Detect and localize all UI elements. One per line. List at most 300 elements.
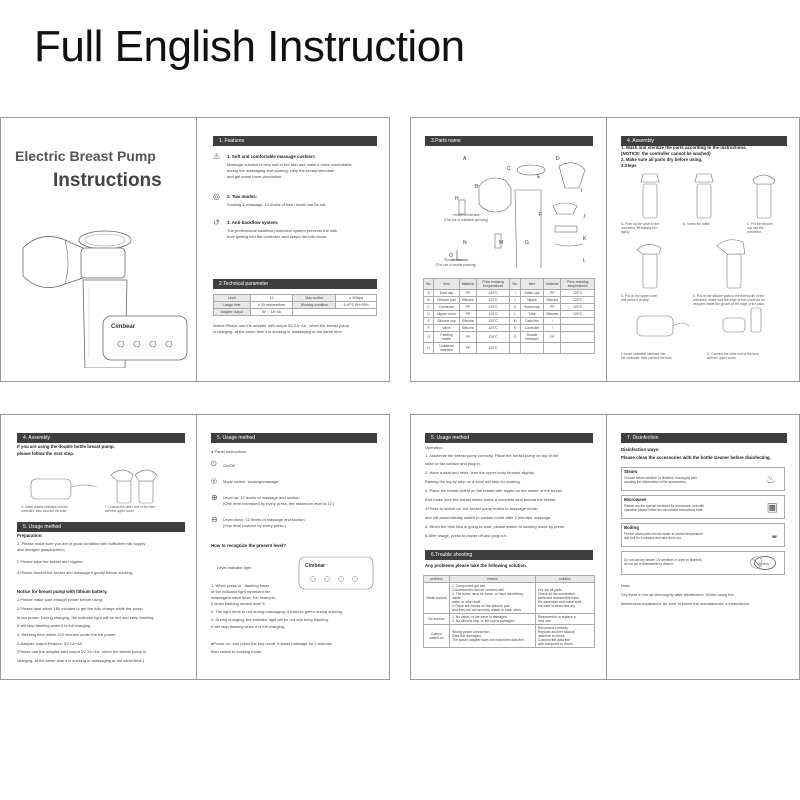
table-cell: PP: [459, 304, 476, 311]
disinfection-heading: 7. Disinfection: [621, 433, 787, 443]
table-cell: Silicone: [544, 311, 561, 318]
table-cell: [561, 332, 595, 343]
reason-line: 1. Component got wet.: [452, 584, 487, 588]
cover-page: [1, 118, 197, 381]
table-cell: [510, 343, 520, 354]
panel-note-7: It will stop flashing when it is full charging.: [211, 624, 286, 629]
feature-3-title: 3. Anti-backflow system:: [227, 220, 279, 225]
assembly2-intro-2: please follow the next step.: [17, 451, 75, 456]
table-cell: Silicone cup: [434, 318, 460, 325]
microwave-line-1: Please use the special container for microwave, use with: [624, 504, 705, 508]
table-cell: /: [544, 325, 561, 332]
part-letter-o: O: [449, 253, 453, 259]
table-cell: [450, 583, 536, 614]
table-cell: A: [424, 290, 434, 297]
solution-line: data line to check.: [538, 634, 566, 638]
controller-illustration: [101, 310, 191, 362]
spread-assembly-usage: [0, 414, 390, 680]
table-cell: PP: [459, 311, 476, 318]
table-row: [424, 311, 595, 318]
step-d-caption-2: and screw it closely.: [621, 298, 650, 302]
table-cell: 120°C: [561, 290, 595, 297]
part-letter-a: A: [463, 156, 467, 162]
step-h-caption-1: H. Insert double interface into the: [21, 505, 68, 509]
table-cell: 120°C: [476, 343, 510, 354]
step-h-caption-2: controller, then connect the tube.: [21, 509, 68, 513]
pot-icon: ◒: [770, 528, 778, 542]
table-cell: PP: [544, 290, 561, 297]
mode-icon: ◎: [211, 478, 218, 485]
table-cell: 120°C: [476, 304, 510, 311]
reason-line: Data line damaged.: [452, 634, 482, 638]
assembly-step-illustrations: [607, 170, 800, 370]
microwave-box: [621, 495, 785, 519]
feature-3-line-2: from getting into the controller, and keeps the milk clean.: [227, 234, 328, 239]
table-cell: 5V ⎓ 1A~4A: [250, 309, 293, 316]
assembly-usage-page: [1, 415, 197, 679]
table-cell: [450, 614, 536, 625]
usage-prep-line-1: 1. Please make sure you are in good condition with sufficient milk supply: [17, 541, 146, 546]
panel-button-3-line-1: Level up: 12 levels of massage and suction.: [223, 495, 301, 500]
boiling-line-2: and boil for 5 minutes and take them out.: [624, 536, 682, 540]
note-line-1: Dry them in the air thoroughly after disinfection. When using the: [621, 592, 734, 597]
controller-panel-illustration: [297, 553, 377, 593]
assembly-intro-3: 2. Make sure all parts dry before using.: [621, 157, 703, 162]
steam-title: Steam: [624, 469, 638, 474]
boiling-line-1: Put the clean parts into the water at normal temperature: [624, 532, 703, 536]
panel-note-3: massage/suction level. For example,: [211, 595, 276, 600]
feature-1-line-1: Massage cushion is very soft to the skin and make it more comfortable: [227, 162, 352, 167]
steam-line-2: avoiding the deformation of the accessories.: [624, 480, 687, 484]
column-header: reason: [450, 576, 536, 583]
plus-icon: ⊕: [211, 493, 218, 502]
part-letter-e: E: [537, 174, 541, 180]
table-cell: Feeding bottle: [434, 332, 460, 343]
reason-line: 2.Accessories did not connect well.: [452, 588, 505, 592]
step-e-caption-1: E. Put on the silicone pads to the flared joint of the: [693, 294, 765, 298]
tech-table: [213, 294, 377, 316]
step-f-caption-2: the controller, then connect the tube.: [621, 356, 673, 360]
table-cell: Max suction: [293, 295, 336, 302]
table-cell: PP: [459, 343, 476, 354]
part-letter-d: D: [556, 156, 560, 162]
table-row: [424, 304, 595, 311]
microwave-line-2: operation please follow the microwave instructions book.: [624, 508, 704, 512]
feature-3-line-1: The professional backflow protection system prevents the milk: [227, 228, 338, 233]
column-header: No.: [424, 279, 434, 290]
reason-line: Wrong power connection.: [452, 630, 491, 634]
battery-line-2: 2.Please take about 150 minutes to get the fully charge while the pump: [17, 606, 143, 611]
part-letter-h: H: [455, 196, 459, 202]
part-letter-i: I: [581, 188, 583, 194]
power-icon: ⏻: [211, 461, 217, 468]
operation-title: Operation: [425, 445, 443, 450]
solution-line: Re-assemble and make sure: [538, 600, 582, 604]
boiling-box: [621, 523, 785, 547]
table-row: [214, 295, 377, 302]
microwave-title: Microwave: [624, 497, 647, 502]
table-cell: G: [424, 332, 434, 343]
table-row: [424, 332, 595, 343]
step-f-caption-1: F. Insert unilateral interface into: [621, 352, 666, 356]
assembly-intro-1: 1. Wash and sterilize the parts according to the instructions.: [621, 145, 747, 150]
table-cell: L: [510, 311, 520, 318]
table-cell: J: [510, 297, 520, 304]
step-b-caption: B. Screw the bottle.: [683, 222, 711, 226]
trouble-table: [423, 575, 595, 648]
double-caption-2: (The use of double pumping): [435, 263, 477, 267]
prohibited-line-2: do not put in dishwasher to clean it.: [624, 562, 674, 566]
reason-line: 3. The tubes must be loose, or have something inside,: [452, 592, 523, 600]
operation-line-3: 2. Have a seat and relax, lean the upper body forward slightly.: [425, 470, 535, 475]
battery-line-6: 4.Adapter output:Require: 5V 1A~4A: [17, 641, 83, 646]
table-row: [424, 625, 595, 648]
solution-line: Dry out all parts.: [538, 588, 563, 592]
table-cell: Level: [214, 295, 251, 302]
backflow-icon: ↺: [213, 218, 220, 227]
part-letter-f: F: [539, 212, 543, 218]
table-cell: Tube: [520, 311, 544, 318]
usage-prep-title: Preparation:: [17, 533, 43, 538]
table-row: [424, 297, 595, 304]
battery-line-1: 1.Please make sure enough power before using.: [17, 597, 104, 602]
solution-line: Reassemble or replace a: [538, 615, 576, 619]
table-cell: 120°C: [476, 332, 510, 343]
assembly2-intro-1: If you are using the double bottle breast pump,: [17, 444, 115, 449]
reason-line: 2. No silicone cup, or the cup is damaged.: [452, 619, 516, 623]
panel-button-3-line-2: (One level increased by every press, the maximum level is 12.): [223, 501, 335, 506]
table-row: [424, 614, 595, 625]
table-cell: Silicone: [459, 318, 476, 325]
step-e-caption-2: connector, make sure the edge of the connector be: [693, 298, 765, 302]
unilateral-caption-2: (The use of unilateral pumping): [443, 218, 489, 222]
part-letter-n: N: [463, 240, 467, 246]
unilateral-caption-1: *unilateral Interface: [452, 213, 480, 217]
cover-title-line1: Electric Breast Pump: [15, 148, 156, 164]
panel-title: ● Panel instructions: [211, 449, 247, 454]
reason-line: water or other stuff.: [452, 600, 482, 604]
operation-line-9: 5. When the milk flow is going to start, please switch to sucking mode by press: [425, 524, 564, 529]
usage-prep-line-2: and dredged galactophore;: [17, 547, 65, 552]
tech-notice-line-2: is charging, at the same time it is sucking or massaging at the same time.: [213, 329, 343, 334]
panel-brand: Cimbear: [305, 563, 326, 569]
others-label: Others: [757, 561, 770, 566]
note-line-2: disinfection equipment, be sure to follow the manufacturer' s instructions.: [621, 601, 750, 606]
table-cell: Silicone pad: [434, 297, 460, 304]
trouble-heading: 6.Trouble shooting: [425, 550, 593, 560]
table-cell: [561, 325, 595, 332]
table-cell: I: [510, 290, 520, 297]
table-cell: Nipple: [520, 297, 544, 304]
table-cell: Connector: [434, 304, 460, 311]
step-d-caption-1: D. Put on the upper cover: [621, 294, 658, 298]
table-cell: PP: [459, 290, 476, 297]
table-cell: [536, 583, 595, 614]
step-g-caption-1: G. Connect the other end of the tube: [707, 352, 759, 356]
note-title: Note:: [621, 583, 631, 588]
table-cell: [544, 343, 561, 354]
column-header: No.: [510, 279, 520, 290]
table-row: [424, 318, 595, 325]
boiling-title: Boiling: [624, 525, 639, 530]
assembly2-heading: 4. Assembly: [17, 433, 185, 443]
spread-cover-features: [0, 117, 390, 382]
table-cell: 120°C: [476, 290, 510, 297]
operation-line-7: 4.Press to switch on, the breast pump enters to massage mode,: [425, 506, 539, 511]
table-cell: 120°C: [561, 311, 595, 318]
panel-page: [197, 415, 391, 679]
step-a-caption-3: tightly.: [621, 230, 630, 234]
table-cell: H: [424, 343, 434, 354]
operation-line-4: Raising the leg by step on a stool will help for sucking.: [425, 479, 521, 484]
table-cell: Silicone: [459, 297, 476, 304]
prohibited-line-1: Do not use dry heater, UV sterilizer or dryer to disinfect,: [624, 558, 703, 562]
panel-note-8: ●Power on, and press the key on/off, it starts massage for 2 minutes: [211, 641, 332, 646]
prohibited-box: [621, 551, 785, 575]
step-c-caption-2: cup into the: [747, 226, 764, 230]
table-row: [214, 309, 377, 316]
microwave-icon: ▣: [766, 500, 778, 514]
table-cell: K: [510, 304, 520, 311]
parts-table: [423, 278, 595, 354]
table-cell: ≥ 300kpa: [336, 295, 377, 302]
minus-icon: ⊖: [211, 515, 218, 524]
reason-line: and they are not securely attach to each other.: [452, 608, 522, 612]
table-cell: Silicone: [459, 325, 476, 332]
column-header: Price-resisting temperatures: [476, 279, 510, 290]
operation-line-5: 3. Place the breast shield on the breast with nipple on the center of the funnel.: [425, 488, 564, 493]
step-g-caption-2: with the upper cover.: [707, 356, 737, 360]
table-cell: Adapter output: [214, 309, 251, 316]
table-cell: Silicone: [544, 297, 561, 304]
column-header: problem: [424, 576, 450, 583]
cover-brand: Cimbear: [111, 324, 136, 330]
table-cell: N: [510, 325, 520, 332]
table-cell: [561, 318, 595, 325]
feature-2-title: 2. Two modes:: [227, 194, 258, 199]
battery-line-7: (Please use the adapter with output 5V 2A~4A , when the breast pump is: [17, 649, 146, 654]
usage-prep-line-4: 3.Please foment the breast and massage it gently before sucking.: [17, 570, 134, 575]
table-cell: ≤ 30 minutes/time: [250, 302, 293, 309]
part-letter-m: M: [499, 240, 504, 246]
usage2-heading: 5. Usage method: [211, 433, 377, 443]
table-cell: Usage time: [214, 302, 251, 309]
table-row: [424, 325, 595, 332]
part-letter-k: K: [583, 236, 587, 242]
column-header: Price-resisting temperatures: [561, 279, 595, 290]
table-cell: /: [544, 318, 561, 325]
operation-line-2: table or flat surface and plug in.: [425, 461, 481, 466]
part-letter-j: J: [583, 214, 586, 220]
feature-2-line-1: Sucking & massage. 12 levels of each mode can be set.: [227, 202, 327, 207]
table-cell: PP: [544, 304, 561, 311]
indicator-label: Level indicator light: [217, 565, 252, 570]
step-i-caption-2: with the upper cover.: [105, 509, 135, 513]
part-letter-g: G: [525, 240, 529, 246]
table-cell: Data line: [520, 318, 544, 325]
table-cell: M: [510, 318, 520, 325]
table-cell: 120°C: [476, 325, 510, 332]
disinfection-clean: Please clean the accessories with the bottle cleaner before disinfecting.: [621, 455, 771, 460]
page-title: Full English Instruction: [34, 22, 465, 71]
operation-page: [411, 415, 607, 679]
table-cell: 120°C: [476, 297, 510, 304]
step-a-caption-1: A. Push up the valve to the: [621, 222, 660, 226]
others-badge: [754, 556, 776, 570]
cover-title-line2: Instructions: [53, 170, 162, 191]
battery-line-5: 3. Working time within 120 minutes under the full power.: [17, 632, 117, 637]
table-cell: [536, 614, 595, 625]
solution-line: new one.: [538, 619, 552, 623]
usage3-heading: 5. Usage method: [425, 433, 593, 443]
part-letter-b: B: [475, 184, 479, 190]
solution-line: Reconnect correctly.: [538, 626, 569, 630]
panel-note-2: of the indicator light represent the: [211, 589, 271, 594]
table-cell: Cannot switch on: [424, 625, 450, 648]
assembly-heading: 4. Assembly: [621, 136, 787, 146]
feature-1-line-3: and get some more production.: [227, 174, 283, 179]
steam-line-1: Choose steam sterilizer to disinfect, thoroughly safe,: [624, 476, 698, 480]
features-page: [197, 118, 391, 381]
table-cell: 120°C: [476, 318, 510, 325]
operation-line-1: 1. Assemble the breast pump correctly. Place the breast pump on top of the: [425, 453, 559, 458]
step-i-caption-1: I. Connect the other end of the tube: [105, 505, 156, 509]
column-header: Item: [520, 279, 544, 290]
table-cell: Bottle cap: [520, 290, 544, 297]
table-row: [424, 583, 595, 614]
disinfection-page: [607, 415, 800, 679]
parts-page: [411, 118, 607, 381]
step-e-caption-3: wrapped inside the groove at the edge of the pads.: [693, 302, 765, 306]
table-cell: Weak suction: [424, 583, 450, 614]
assembly-intro-4: 3.Steps: [621, 163, 637, 168]
table-cell: PP: [544, 332, 561, 343]
table-cell: [520, 343, 544, 354]
solution-line: Check all the connection: [538, 592, 575, 596]
battery-title: Notice for breast pump with lithium battery.: [17, 589, 108, 594]
modes-icon: ◎: [213, 192, 220, 201]
battery-line-3: is low power. During charging, the indicator light will be red and keep flashing.: [17, 615, 155, 620]
feature-1-title: 1. Soft and comfortable massage cushion:: [227, 154, 316, 159]
solution-line: Replace another backup: [538, 630, 575, 634]
column-header: Material: [459, 279, 476, 290]
tech-heading: 2.Technical parameter: [213, 279, 377, 289]
double-caption-1: *Double interface: [443, 258, 469, 262]
panel-button-2: Mode switch: sucking/massage: [223, 479, 279, 484]
panel-button-4-line-1: Level down: 12 levels of massage and suction.: [223, 517, 306, 522]
table-cell: F: [424, 325, 434, 332]
step-a-caption-2: connector, lift making it fit: [621, 226, 657, 230]
disinfection-ways: Disinfection ways:: [621, 447, 660, 452]
panel-button-4-line-2: (One level lowered by every press.): [223, 523, 286, 528]
table-cell: [450, 625, 536, 648]
table-cell: 120°C: [476, 311, 510, 318]
reason-line: 1. No valve, or the valve is damaged.: [452, 615, 508, 619]
battery-line-4: It will stop flashing when it is full charging.: [17, 623, 92, 628]
table-header-row: [424, 576, 595, 583]
operation-line-10: 6.After usage, press to power off and plug out.: [425, 533, 507, 538]
trouble-intro: Any problems please take the following solution.: [425, 563, 527, 568]
panel-note-1: 1. When press or , flashing times: [211, 583, 270, 588]
assembly-intro-2: (NOTICE: the controller cannot be washed): [621, 151, 711, 156]
usage-heading: 5. Usage method: [17, 522, 185, 532]
table-cell: [293, 309, 377, 316]
table-cell: Controller: [520, 325, 544, 332]
panel-button-1: On/Off: [223, 463, 235, 468]
operation-line-6: And make sure the breast shield forms a complete seal around the breast.: [425, 497, 557, 502]
table-cell: Double interface: [520, 332, 544, 343]
steam-icon: ♨: [765, 472, 776, 486]
table-cell: E: [424, 318, 434, 325]
usage-prep-line-3: 2.Please wipe the breast and nipples;: [17, 559, 84, 564]
table-cell: Working condition: [293, 302, 336, 309]
table-cell: 120°C: [561, 304, 595, 311]
table-row: [424, 290, 595, 297]
table-cell: PP: [459, 332, 476, 343]
cushion-icon: ⚠: [213, 152, 221, 161]
steam-box: [621, 467, 785, 491]
table-cell: Dust cap: [434, 290, 460, 297]
table-cell: 5-40°C RH<90%: [336, 302, 377, 309]
step-c-caption-3: connector.: [747, 230, 762, 234]
tech-notice-line-1: Notice:Please use the adapter with output 5V 2A~4A , when the breast pump: [213, 323, 349, 328]
table-cell: Screw cap: [520, 304, 544, 311]
table-cell: Nipple cover: [434, 311, 460, 318]
panel-note-5: 2. The light turns to red during massaging. It turns to green during sucking.: [211, 609, 343, 614]
reason-line: The power adapter does not match the data line.: [452, 638, 525, 642]
solution-line: parts and reassemble them.: [538, 596, 581, 600]
solution-line: the tube is clean and dry.: [538, 604, 576, 608]
feature-1-line-2: during the massaging and sucking. Help the breast stimulate: [227, 168, 335, 173]
reason-line: 4.There are cracks on the silicone pad: [452, 604, 510, 608]
table-cell: No suction: [424, 614, 450, 625]
part-letter-l: L: [583, 258, 586, 264]
table-cell: O: [510, 332, 520, 343]
assembly-page: [607, 118, 800, 381]
table-cell: [561, 343, 595, 354]
panel-note-4: 5 times flashing means level 5.: [211, 601, 266, 606]
column-header: Material: [544, 279, 561, 290]
column-header: Item: [434, 279, 460, 290]
table-cell: Unilateral interface: [434, 343, 460, 354]
table-cell: C: [424, 304, 434, 311]
spread-parts-assembly: [410, 117, 800, 382]
table-cell: [536, 625, 595, 648]
spread-usage-disinfection: [410, 414, 800, 680]
table-cell: Valve: [434, 325, 460, 332]
solution-line: Connect the data line: [538, 638, 571, 642]
battery-line-8: charging, at the same time it is sucking or massaging at the same time.): [17, 658, 145, 663]
table-cell: D: [424, 311, 434, 318]
table-header-row: [424, 279, 595, 290]
parts-heading: 3.Parts name: [425, 136, 593, 146]
panel-note-6: 3. During charging, the indicator light will be red and keep flashing,: [211, 617, 329, 622]
operation-line-8: and will automatically switch to suction mode after 2 minutes' massage.: [425, 515, 552, 520]
table-row: [424, 343, 595, 354]
features-heading: 1. Features: [213, 136, 377, 146]
double-pump-illustration: [5, 459, 195, 509]
recognize-title: How to recognize the present level?: [211, 543, 286, 548]
table-cell: 12: [250, 295, 293, 302]
table-cell: 120°C: [561, 297, 595, 304]
table-cell: B: [424, 297, 434, 304]
table-row: [214, 302, 377, 309]
column-header: solution: [536, 576, 595, 583]
step-c-caption-1: C. Put the silicone: [747, 222, 773, 226]
solution-line: with computer to check.: [538, 642, 574, 646]
panel-note-9: then switch to sucking mode.: [211, 649, 263, 654]
part-letter-c: C: [507, 166, 511, 172]
